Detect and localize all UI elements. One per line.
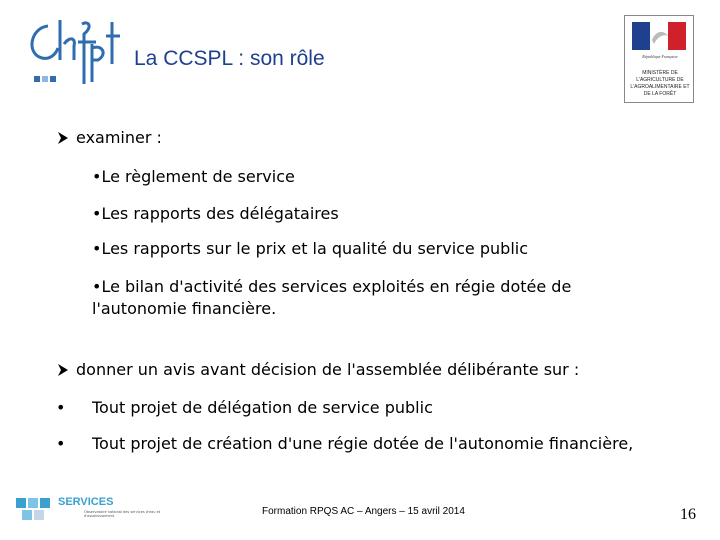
- list-item: Tout projet de création d'une régie dotée de l'autonomie financière,: [92, 434, 634, 453]
- list-item: •Les rapports sur le prix et la qualité du service public: [92, 239, 528, 258]
- bullet-dot: •: [56, 434, 66, 453]
- page-title: La CCSPL : son rôle: [134, 47, 325, 70]
- section-avis: [56, 360, 579, 379]
- section-label: examiner :: [76, 128, 162, 147]
- cnfpt-logo: [20, 14, 130, 94]
- services-subtitle: Observatoire national des services d'eau et d'assainissement: [84, 510, 161, 518]
- services-logo: [14, 494, 174, 524]
- services-label: SERVICES: [58, 496, 114, 508]
- section-label: donner un avis avant décision de l'assemblée délibérante sur :: [76, 360, 580, 379]
- section-examiner: [56, 128, 162, 147]
- list-item: Tout projet de délégation de service public: [92, 398, 433, 417]
- ministry-name: MINISTÈRE DE L'AGRICULTURE DE L'AGROALIMENTAIRE ET DE LA FORÊT: [630, 70, 690, 97]
- list-item: •Le règlement de service: [92, 167, 295, 186]
- ministry-logo: [624, 15, 694, 103]
- republique-label: République Française: [642, 54, 678, 59]
- water-drops-icon: [14, 494, 58, 522]
- arrow-bullet-icon: [56, 363, 70, 377]
- list-item: •Le bilan d'activité des services exploités en régie dotée de l'autonomie financière.: [92, 277, 572, 318]
- french-flag-icon: [632, 22, 686, 50]
- list-item: •Les rapports des délégataires: [92, 204, 339, 223]
- footer-text: Formation RPQS AC – Angers – 15 avril 2014: [262, 506, 465, 517]
- page-number: 16: [680, 506, 696, 523]
- arrow-bullet-icon: [56, 131, 70, 145]
- bullet-dot: •: [56, 398, 66, 417]
